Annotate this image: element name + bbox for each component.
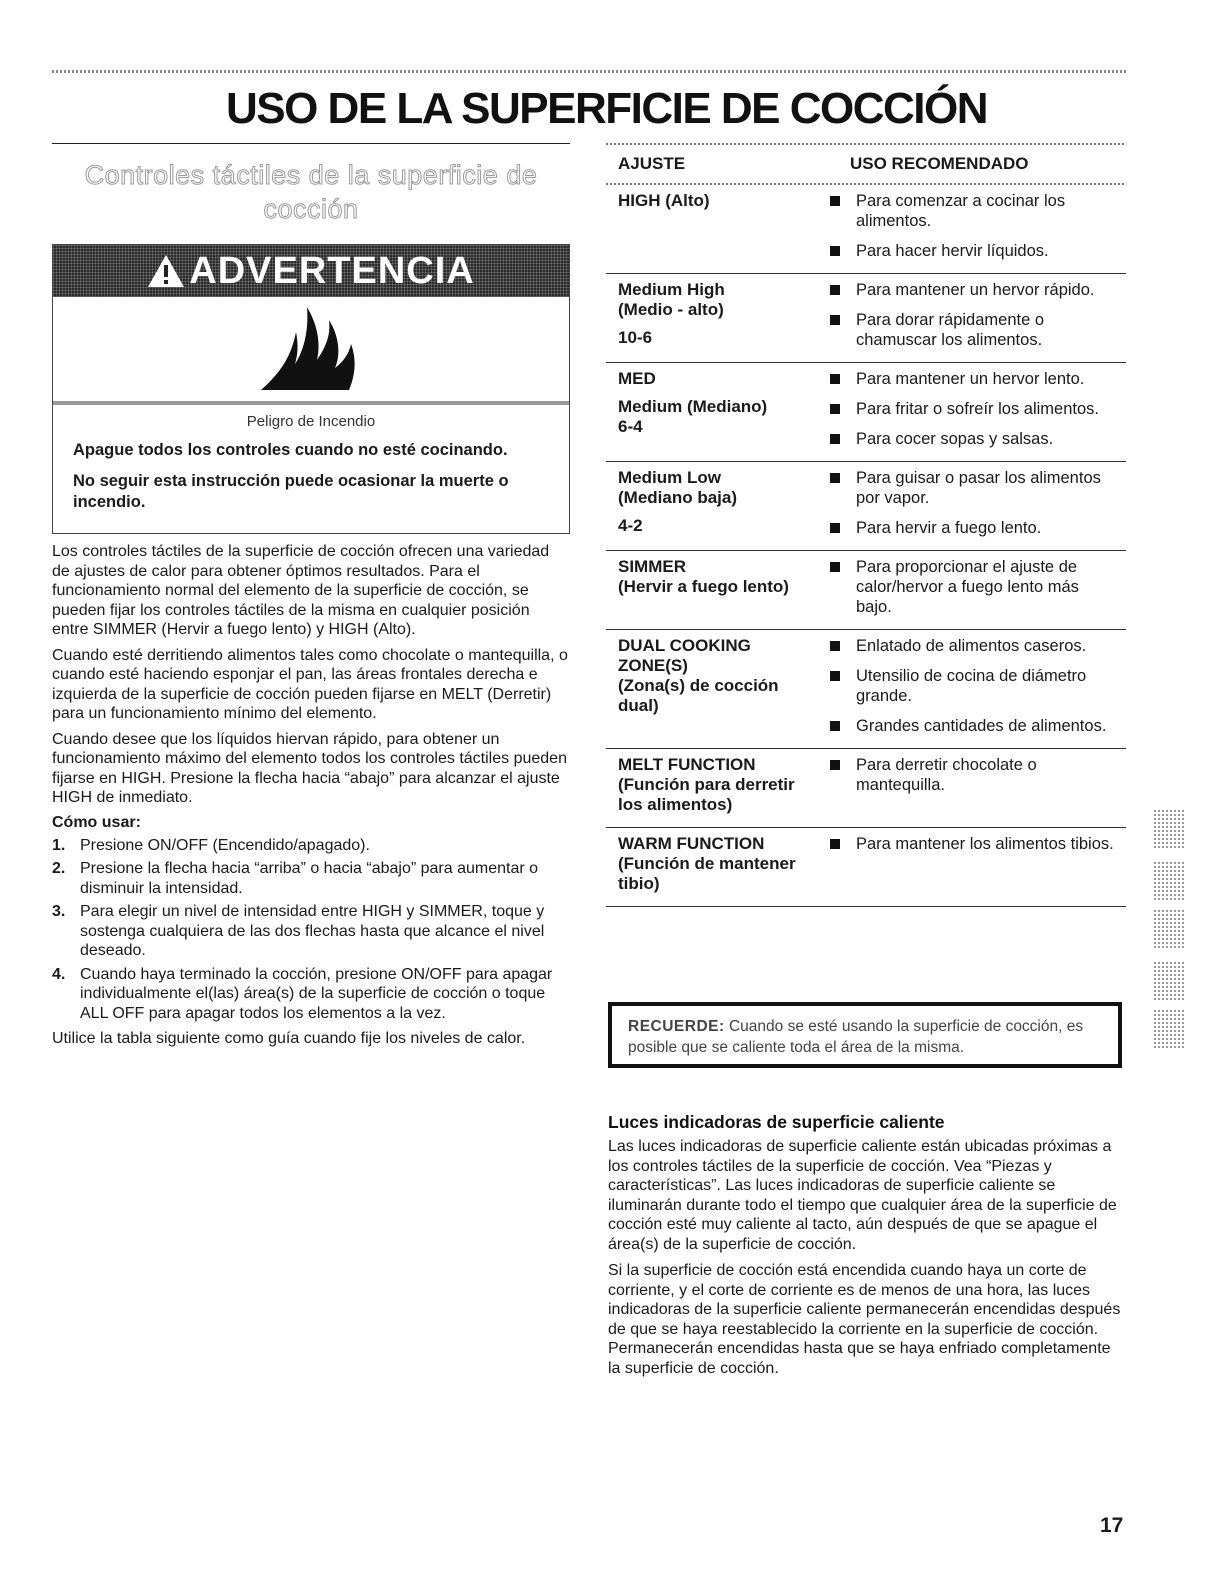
steps-heading: Cómo usar: bbox=[52, 813, 141, 831]
setting-label: (Función de mantener bbox=[618, 854, 796, 873]
steps-list bbox=[52, 836, 570, 1024]
setting-label: MED bbox=[618, 369, 656, 388]
use-item bbox=[818, 636, 1114, 656]
use-item bbox=[818, 241, 1114, 261]
bullet-icon bbox=[830, 434, 840, 444]
column-rule bbox=[52, 143, 570, 144]
use-item bbox=[818, 399, 1114, 419]
use-text: Para proporcionar el ajuste de calor/hervor a fuego lento más bajo. bbox=[856, 558, 1079, 616]
setting-detail: 10-6 bbox=[618, 328, 653, 347]
warning-line-1: Apague todos los controles cuando no esté cocinando. bbox=[73, 441, 508, 459]
setting-label: (Función para derretir bbox=[618, 775, 795, 794]
setting-detail: Medium (Mediano) bbox=[618, 397, 768, 416]
setting-label: (Medio - alto) bbox=[618, 300, 724, 319]
uses-cell bbox=[818, 557, 1114, 617]
use-text: Para hervir a fuego lento. bbox=[856, 519, 1042, 537]
uses-cell bbox=[818, 636, 1114, 736]
use-item bbox=[818, 834, 1114, 854]
bullet-icon bbox=[830, 760, 840, 770]
bullet-icon bbox=[830, 671, 840, 681]
bullet-icon bbox=[830, 404, 840, 414]
table-row bbox=[606, 185, 1126, 274]
uses-cell bbox=[818, 280, 1114, 350]
lights-paragraph: Si la superficie de cocción está encendida cuando haya un corte de corriente, y el corte de corriente es de menos de una hora, las luces indicadoras de la superficie caliente permanecerán encendidas después de que se haya reestablecido la corriente en la superficie de cocción. Permanecerán encendidas hasta que se haya enfriado completamente la superficie de cocción. bbox=[608, 1262, 1121, 1377]
use-item bbox=[818, 369, 1114, 389]
column-header-use: USO RECOMENDADO bbox=[850, 154, 1029, 173]
remember-label: RECUERDE: bbox=[628, 1018, 725, 1035]
warning-banner-label: ADVERTENCIA bbox=[189, 249, 475, 292]
setting-label: WARM FUNCTION bbox=[618, 834, 765, 853]
bullet-icon bbox=[830, 246, 840, 256]
use-text: Grandes cantidades de alimentos. bbox=[856, 717, 1107, 735]
setting-label: Medium High bbox=[618, 280, 725, 299]
remember-box bbox=[608, 1002, 1122, 1068]
setting-label: SIMMER bbox=[618, 557, 686, 576]
section-heading bbox=[52, 158, 570, 226]
setting-label: DUAL COOKING bbox=[618, 636, 751, 655]
setting-cell bbox=[618, 369, 818, 449]
setting-cell bbox=[618, 280, 818, 350]
hazard-label: Peligro de Incendio bbox=[246, 413, 376, 430]
page-number: 17 bbox=[1100, 1514, 1124, 1537]
use-text: Para mantener los alimentos tibios. bbox=[856, 835, 1114, 853]
use-text: Para derretir chocolate o mantequilla. bbox=[856, 756, 1037, 794]
bullet-icon bbox=[830, 562, 840, 572]
settings-table bbox=[606, 143, 1126, 907]
hot-surface-lights-section bbox=[608, 1112, 1123, 1385]
setting-label: Medium Low bbox=[618, 468, 721, 487]
table-header bbox=[606, 145, 1126, 183]
table-body bbox=[606, 185, 1126, 907]
setting-cell bbox=[618, 557, 818, 617]
warning-box bbox=[52, 244, 570, 534]
bullet-icon bbox=[830, 473, 840, 483]
lights-paragraph: Las luces indicadoras de superficie caliente están ubicadas próximas a los controles táctiles de la superficie de cocción. Vea “Piezas y características”. Las luces indicadoras de superficie caliente se iluminarán durante todo el tiempo que cualquier área de la superficie de cocción esté muy caliente al tacto, aún después de que se apague el área(s) de la superficie de cocción. bbox=[608, 1138, 1117, 1253]
use-text: Para comenzar a cocinar los alimentos. bbox=[856, 192, 1066, 230]
use-text: Para mantener un hervor lento. bbox=[856, 370, 1085, 388]
body-text bbox=[52, 542, 570, 1049]
top-rule bbox=[52, 70, 1127, 73]
step-item: 2. Presione la flecha hacia “arriba” o hacia “abajo” para aumentar o disminuir la intensidad. bbox=[52, 860, 539, 897]
uses-cell bbox=[818, 468, 1114, 538]
use-item bbox=[818, 666, 1114, 706]
section-heading-line2: cocción bbox=[263, 194, 359, 224]
setting-cell bbox=[618, 191, 818, 261]
use-item bbox=[818, 280, 1114, 300]
table-row bbox=[606, 363, 1126, 462]
closing-paragraph: Utilice la tabla siguiente como guía cuando fije los niveles de calor. bbox=[52, 1030, 526, 1047]
setting-label: (Zona(s) de cocción bbox=[618, 676, 779, 695]
setting-cell bbox=[618, 636, 818, 736]
bullet-icon bbox=[830, 196, 840, 206]
section-heading-line1: Controles táctiles de la superficie de bbox=[84, 160, 538, 190]
warning-body bbox=[53, 405, 569, 533]
use-item bbox=[818, 755, 1114, 795]
paragraph: Cuando desee que los líquidos hiervan rápido, para obtener un funcionamiento máximo del elemento todos los controles táctiles pueden fijarse en HIGH. Presione la flecha hacia “abajo” para alcanzar el ajuste HIGH de inmediato. bbox=[52, 730, 567, 806]
uses-cell bbox=[818, 191, 1114, 261]
setting-label: (Hervir a fuego lento) bbox=[618, 577, 789, 596]
use-text: Para cocer sopas y salsas. bbox=[856, 430, 1054, 448]
setting-label: tibio) bbox=[618, 874, 660, 893]
use-item bbox=[818, 716, 1114, 736]
table-row bbox=[606, 462, 1126, 551]
setting-cell bbox=[618, 468, 818, 538]
bullet-icon bbox=[830, 315, 840, 325]
step-item: 4. Cuando haya terminado la cocción, presione ON/OFF para apagar individualmente el(las) área(s) de la superficie de cocción o toque ALL OFF para apagar todos los elementos a la vez. bbox=[52, 965, 553, 1022]
setting-detail: 4-2 bbox=[618, 516, 643, 535]
uses-cell bbox=[818, 755, 1114, 815]
warning-line-2: No seguir esta instrucción puede ocasionar la muerte o incendio. bbox=[73, 472, 509, 511]
paragraph: Los controles táctiles de la superficie de cocción ofrecen una variedad de ajustes de calor para obtener óptimos resultados. Para el funcionamiento normal del elemento de la superficie de cocción, se pueden fijar los controles táctiles de la misma en cualquier posición entre SIMMER (Hervir a fuego lento) y HIGH (Alto). bbox=[52, 543, 550, 638]
hazard-area bbox=[53, 297, 569, 405]
step-item: 3. Para elegir un nivel de intensidad entre HIGH y SIMMER, toque y sostenga cualquiera de las dos flechas hasta que alcance el nivel deseado. bbox=[52, 903, 545, 959]
setting-label: dual) bbox=[618, 696, 659, 715]
step-item: 1. Presione ON/OFF (Encendido/apagado). bbox=[52, 836, 370, 854]
table-row bbox=[606, 828, 1126, 907]
use-item bbox=[818, 518, 1114, 538]
paragraph: Cuando esté derritiendo alimentos tales como chocolate o mantequilla, o cuando esté haciendo esponjar el pan, las áreas frontales derecha e izquierda de la superficie de cocción pueden fijarse en MELT (Derretir) para un funcionamiento mínimo del elemento. bbox=[52, 646, 568, 722]
use-text: Para mantener un hervor rápido. bbox=[856, 281, 1095, 299]
fire-icon bbox=[251, 302, 371, 397]
bullet-icon bbox=[830, 285, 840, 295]
use-item bbox=[818, 191, 1114, 231]
use-text: Para fritar o sofreír los alimentos. bbox=[856, 400, 1100, 418]
use-item bbox=[818, 429, 1114, 449]
table-row bbox=[606, 749, 1126, 828]
use-text: Para dorar rápidamente o chamuscar los alimentos. bbox=[856, 311, 1045, 349]
setting-label: HIGH (Alto) bbox=[618, 191, 710, 210]
setting-label: los alimentos) bbox=[618, 795, 733, 814]
lights-heading: Luces indicadoras de superficie caliente bbox=[608, 1112, 945, 1132]
warning-banner bbox=[53, 245, 569, 297]
bullet-icon bbox=[830, 641, 840, 651]
uses-cell bbox=[818, 369, 1114, 449]
column-header-setting: AJUSTE bbox=[618, 154, 686, 173]
bullet-icon bbox=[830, 523, 840, 533]
remember-text: Cuando se esté usando la superficie de cocción, es posible que se caliente toda el área de la misma. bbox=[628, 1018, 1084, 1056]
use-text: Utensilio de cocina de diámetro grande. bbox=[856, 667, 1087, 705]
table-row bbox=[606, 551, 1126, 630]
use-item bbox=[818, 557, 1114, 617]
setting-cell bbox=[618, 834, 818, 894]
table-row bbox=[606, 274, 1126, 363]
setting-detail: 6-4 bbox=[618, 417, 643, 436]
use-text: Enlatado de alimentos caseros. bbox=[856, 637, 1087, 655]
setting-cell bbox=[618, 755, 818, 815]
use-item bbox=[818, 310, 1114, 350]
alert-triangle-icon bbox=[147, 254, 185, 288]
bullet-icon bbox=[830, 721, 840, 731]
use-text: Para hacer hervir líquidos. bbox=[856, 242, 1049, 260]
setting-label: MELT FUNCTION bbox=[618, 755, 756, 774]
left-column bbox=[52, 143, 570, 1055]
use-text: Para guisar o pasar los alimentos por vapor. bbox=[856, 469, 1101, 507]
setting-label: (Mediano baja) bbox=[618, 488, 738, 507]
setting-label: ZONE(S) bbox=[618, 656, 688, 675]
table-row bbox=[606, 630, 1126, 749]
page-title: USO DE LA SUPERFICIE DE COCCIÓN bbox=[225, 84, 988, 133]
bullet-icon bbox=[830, 839, 840, 849]
uses-cell bbox=[818, 834, 1114, 894]
bullet-icon bbox=[830, 374, 840, 384]
use-item bbox=[818, 468, 1114, 508]
side-tab-graphic bbox=[1150, 810, 1190, 1070]
